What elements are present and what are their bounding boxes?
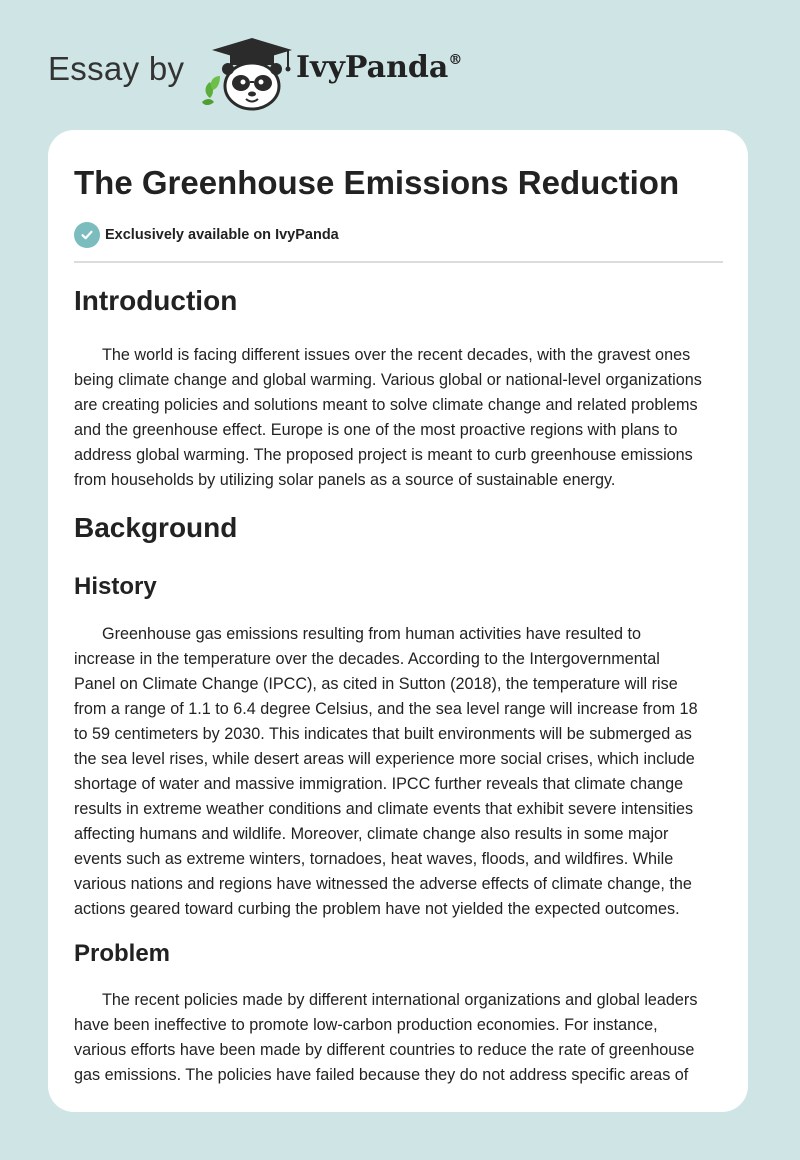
essay-by-label: Essay by [48, 50, 185, 87]
registered-mark: ® [448, 52, 463, 68]
text-line: The world is facing different issues over the recent decades, with the gravest ones [102, 346, 691, 364]
text-line: and the greenhouse effect. Europe is one of the most proactive regions with plans to [74, 421, 678, 439]
title-divider [74, 261, 723, 263]
text-line: gas emissions. The policies have failed because they do not address specific areas of [74, 1066, 689, 1084]
introduction-paragraph [74, 343, 724, 493]
text-line: are creating policies and solutions meant to solve climate change and related problems [74, 396, 698, 414]
background-heading: Background [74, 512, 238, 543]
text-line: from a range of 1.1 to 6.4 degree Celsius, and the sea level range will increase from 18 [74, 700, 698, 718]
text-line: address global warming. The proposed project is meant to curb greenhouse emissions [74, 446, 693, 464]
text-line: events such as extreme winters, tornadoes, heat waves, floods, and wildfires. While [74, 850, 674, 868]
text-line: affecting humans and wildlife. Moreover, climate change also results in some major [74, 825, 669, 843]
site-header [0, 0, 800, 130]
article-title: The Greenhouse Emissions Reduction [74, 164, 680, 201]
badge-label: Exclusively available on IvyPanda [105, 227, 339, 243]
panda-mascot-icon [200, 36, 295, 112]
introduction-heading: Introduction [74, 285, 238, 316]
ivypanda-logo[interactable] [200, 36, 295, 112]
brand-text: IvyPanda [296, 50, 449, 85]
problem-paragraph [74, 988, 724, 1088]
checkmark-icon [74, 222, 100, 248]
text-line: increase in the temperature over the decades. According to the Intergovernmental [74, 650, 660, 668]
brand-name[interactable] [296, 50, 462, 85]
exclusive-badge [74, 222, 339, 248]
text-line: shortage of water and massive immigration. IPCC further reveals that climate change [74, 775, 684, 793]
text-line: have been ineffective to promote low-carbon production economies. For instance, [74, 1016, 658, 1034]
problem-heading: Problem [74, 940, 171, 967]
text-line: various efforts have been made by different countries to reduce the rate of greenhouse [74, 1041, 695, 1059]
history-paragraph [74, 622, 724, 922]
text-line: from households by utilizing solar panels as a source of sustainable energy. [74, 471, 616, 489]
article-card [48, 130, 748, 1112]
text-line: actions geared toward curbing the problem have not yielded the expected outcomes. [74, 900, 680, 918]
text-line: to 59 centimeters by 2030. This indicates that built environments will be submerged as [74, 725, 692, 743]
text-line: Greenhouse gas emissions resulting from human activities have resulted to [102, 625, 641, 643]
text-line: various nations and regions have witnessed the adverse effects of climate change, the [74, 875, 692, 893]
text-line: the sea level rises, while desert areas will experience more social crises, which include [74, 750, 695, 768]
text-line: being climate change and global warming. Various global or national-level organizations [74, 371, 702, 389]
history-heading: History [74, 573, 157, 600]
text-line: The recent policies made by different international organizations and global leaders [102, 991, 698, 1009]
text-line: Panel on Climate Change (IPCC), as cited in Sutton (2018), the temperature will rise [74, 675, 678, 693]
text-line: results in extreme weather conditions and climate events that exhibit severe intensities [74, 800, 694, 818]
